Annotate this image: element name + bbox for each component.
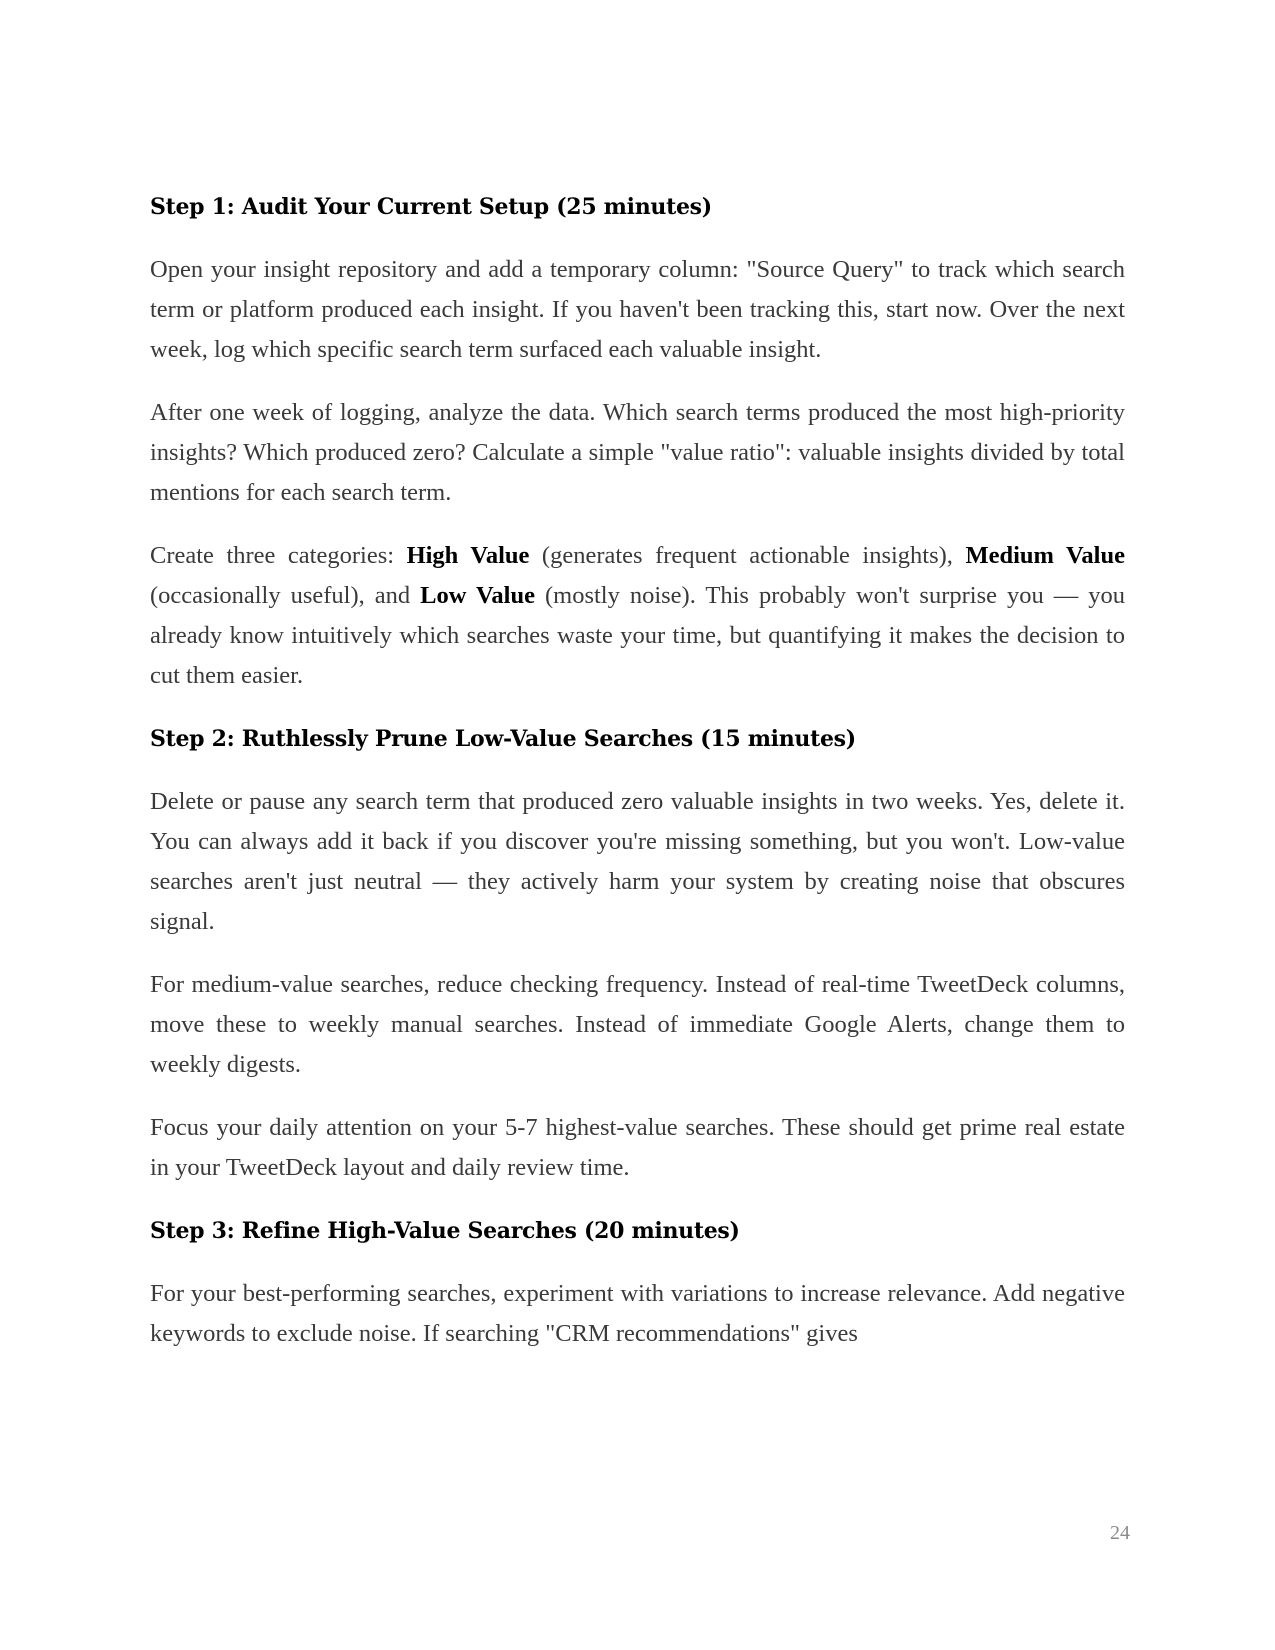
paragraph-audit-intro: Open your insight repository and add a temporary column: "Source Query" to track which search term or platform produced each insight. If you haven't been tracking this, start now. Over the next week, log which specific search term surfaced each valuable insight. [150,256,1125,363]
paragraph-refine-searches: For your best-performing searches, experiment with variations to increase relevance. Add negative keywords to exclude noise. If searching "CRM recommendations" gives [150,1280,1125,1347]
section-heading-step-3: Step 3: Refine High-Value Searches (20 minutes) [150,1218,740,1244]
paragraph-medium-value: For medium-value searches, reduce checking frequency. Instead of real-time TweetDeck columns, move these to weekly manual searches. Instead of immediate Google Alerts, change them to weekly digests. [150,971,1125,1078]
text-run: (generates frequent actionable insights), [529,542,966,569]
term-low-value: Low Value [420,582,535,609]
term-medium-value: Medium Value [965,542,1125,569]
document-page [150,187,1125,1377]
text-run: Create three categories: [150,542,407,569]
term-high-value: High Value [406,542,530,569]
paragraph-categories [150,536,1125,696]
paragraph-focus-daily: Focus your daily attention on your 5-7 highest-value searches. These should get prime real estate in your TweetDeck layout and daily review time. [150,1114,1125,1181]
paragraph-delete-searches: Delete or pause any search term that produced zero valuable insights in two weeks. Yes, delete it. You can always add it back if you discover you're missing something, but you won't. Low-value searches aren't just neutral — they actively harm your system by creating noise that obscures signal. [150,788,1125,935]
text-run: (occasionally useful), and [150,582,421,609]
page-number: 24 [1110,1522,1130,1544]
section-heading-step-1: Step 1: Audit Your Current Setup (25 minutes) [150,194,712,220]
text-run: (mostly noise). This probably won't surprise you — you already know intuitively which searches waste your time, but quantifying it makes the decision to cut them easier. [150,582,1125,689]
paragraph-analyze-data: After one week of logging, analyze the data. Which search terms produced the most high-priority insights? Which produced zero? Calculate a simple "value ratio": valuable insights divided by total mentions for each search term. [150,399,1125,506]
section-heading-step-2: Step 2: Ruthlessly Prune Low-Value Searches (15 minutes) [150,726,856,752]
